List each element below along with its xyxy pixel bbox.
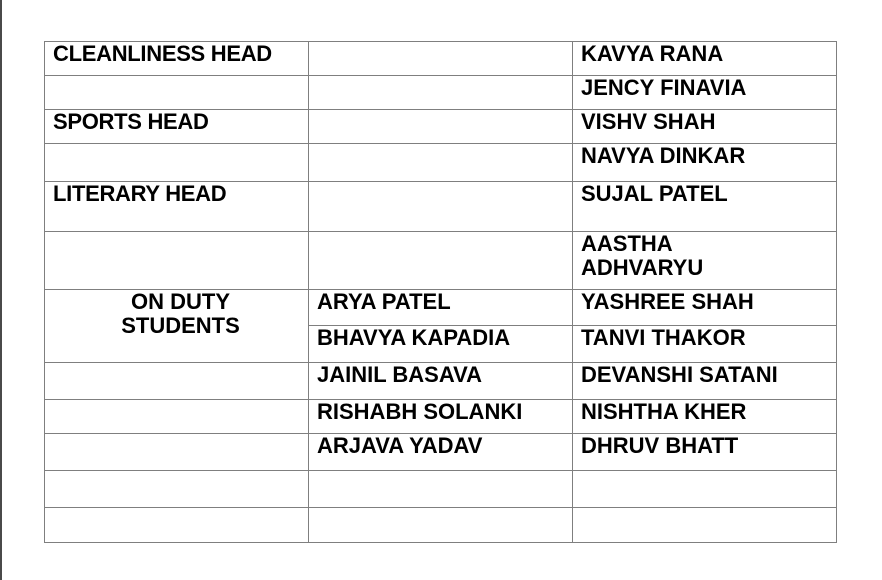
name-cell: DEVANSHI SATANI — [573, 363, 837, 400]
name-line: AASTHA — [581, 231, 673, 256]
role-cell: SPORTS HEAD — [45, 110, 309, 144]
duty-roster-table — [44, 41, 837, 543]
empty-cell — [45, 434, 309, 471]
name-cell: KAVYA RANA — [573, 42, 837, 76]
table-row — [45, 76, 837, 110]
middle-cell: JAINIL BASAVA — [309, 363, 573, 400]
name-cell: DHRUV BHATT — [573, 434, 837, 471]
middle-cell — [309, 144, 573, 182]
on-duty-label — [45, 290, 309, 363]
name-cell: JENCY FINAVIA — [573, 76, 837, 110]
table-row — [45, 144, 837, 182]
middle-cell: BHAVYA KAPADIA — [309, 326, 573, 363]
table-row — [45, 110, 837, 144]
page-left-edge — [0, 0, 2, 580]
name-line: ADHVARYU — [581, 255, 704, 280]
empty-cell — [45, 400, 309, 434]
name-cell: NAVYA DINKAR — [573, 144, 837, 182]
role-cell: CLEANLINESS HEAD — [45, 42, 309, 76]
middle-cell — [309, 508, 573, 543]
middle-cell: ARYA PATEL — [309, 290, 573, 326]
table-row — [45, 508, 837, 543]
name-cell: VISHV SHAH — [573, 110, 837, 144]
middle-cell — [309, 42, 573, 76]
table-row — [45, 471, 837, 508]
name-cell: TANVI THAKOR — [573, 326, 837, 363]
on-duty-label-line: STUDENTS — [121, 313, 240, 338]
table-row — [45, 42, 837, 76]
middle-cell — [309, 110, 573, 144]
role-cell — [45, 76, 309, 110]
table-row — [45, 232, 837, 290]
role-cell — [45, 232, 309, 290]
name-cell — [573, 471, 837, 508]
name-cell — [573, 232, 837, 290]
name-cell: SUJAL PATEL — [573, 182, 837, 232]
table-row — [45, 290, 837, 326]
middle-cell — [309, 232, 573, 290]
middle-cell: RISHABH SOLANKI — [309, 400, 573, 434]
role-cell — [45, 144, 309, 182]
name-cell: YASHREE SHAH — [573, 290, 837, 326]
table-row — [45, 434, 837, 471]
name-cell: NISHTHA KHER — [573, 400, 837, 434]
name-cell — [573, 508, 837, 543]
empty-cell — [45, 471, 309, 508]
middle-cell — [309, 471, 573, 508]
table-row — [45, 182, 837, 232]
middle-cell — [309, 182, 573, 232]
middle-cell: ARJAVA YADAV — [309, 434, 573, 471]
table-row — [45, 400, 837, 434]
role-cell: LITERARY HEAD — [45, 182, 309, 232]
table-row — [45, 363, 837, 400]
empty-cell — [45, 363, 309, 400]
middle-cell — [309, 76, 573, 110]
on-duty-label-line: ON DUTY — [131, 289, 230, 314]
empty-cell — [45, 508, 309, 543]
